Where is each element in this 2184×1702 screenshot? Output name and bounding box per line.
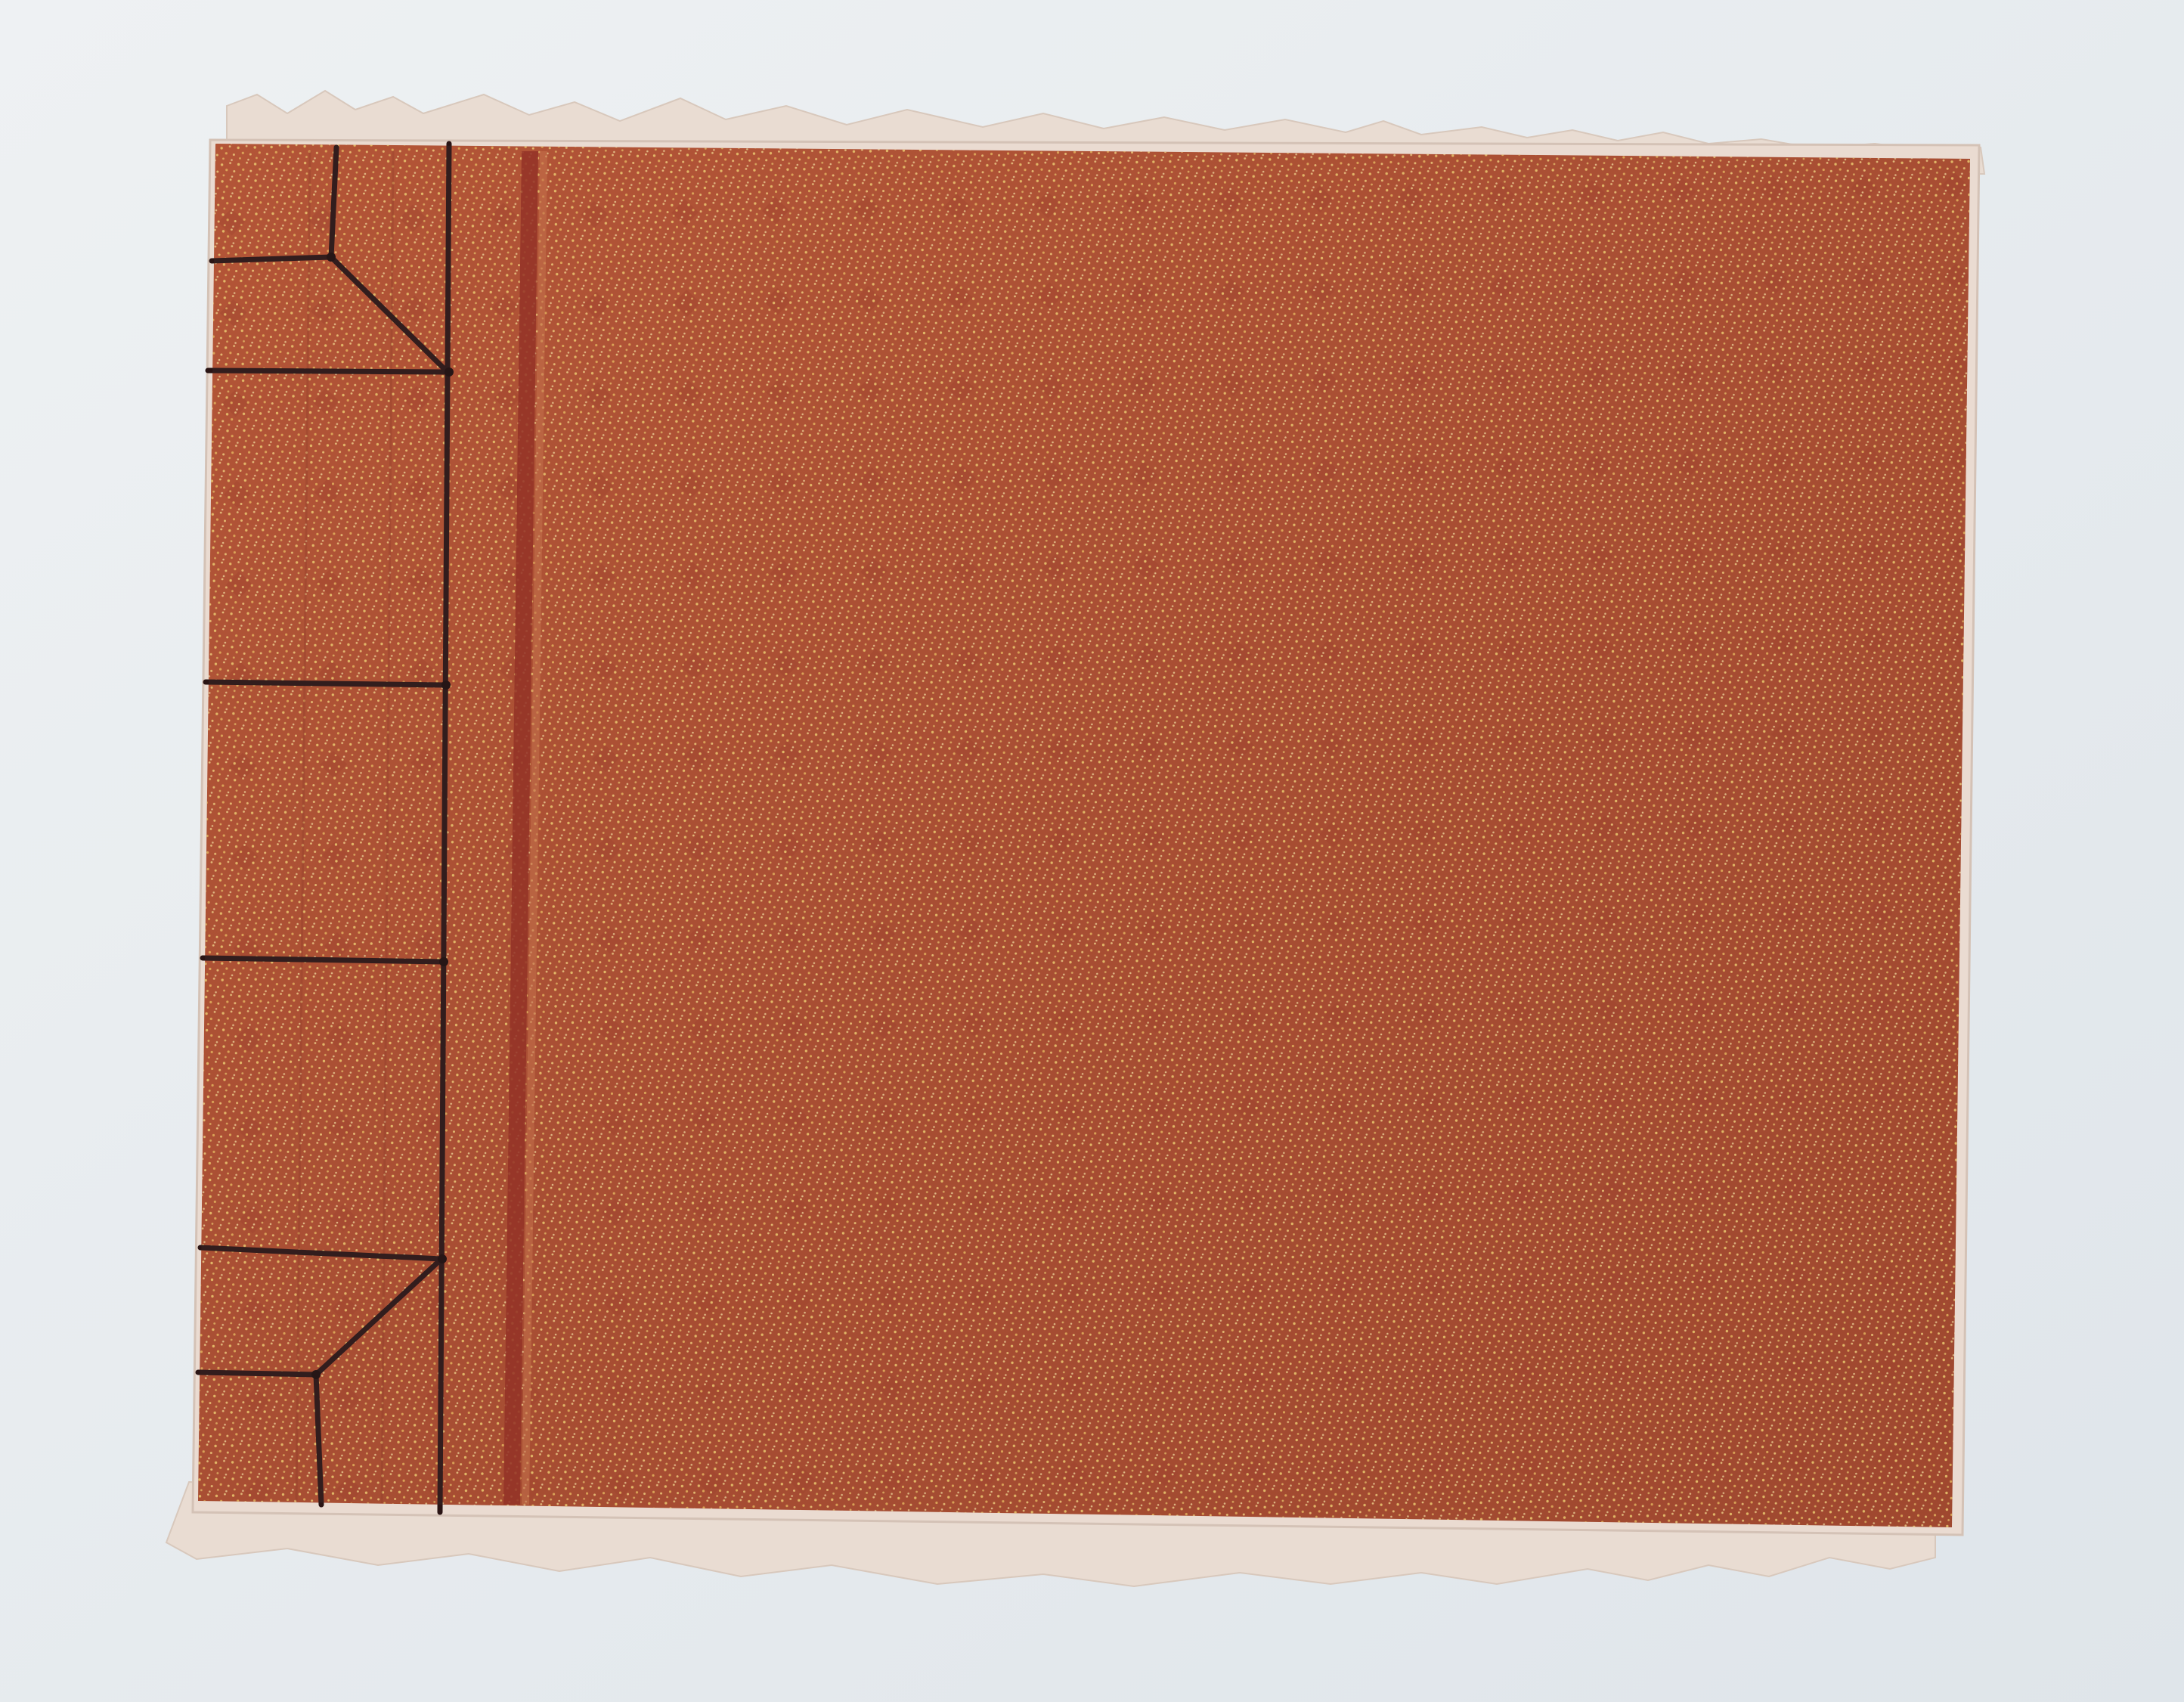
cover-lighting <box>198 144 1970 1527</box>
